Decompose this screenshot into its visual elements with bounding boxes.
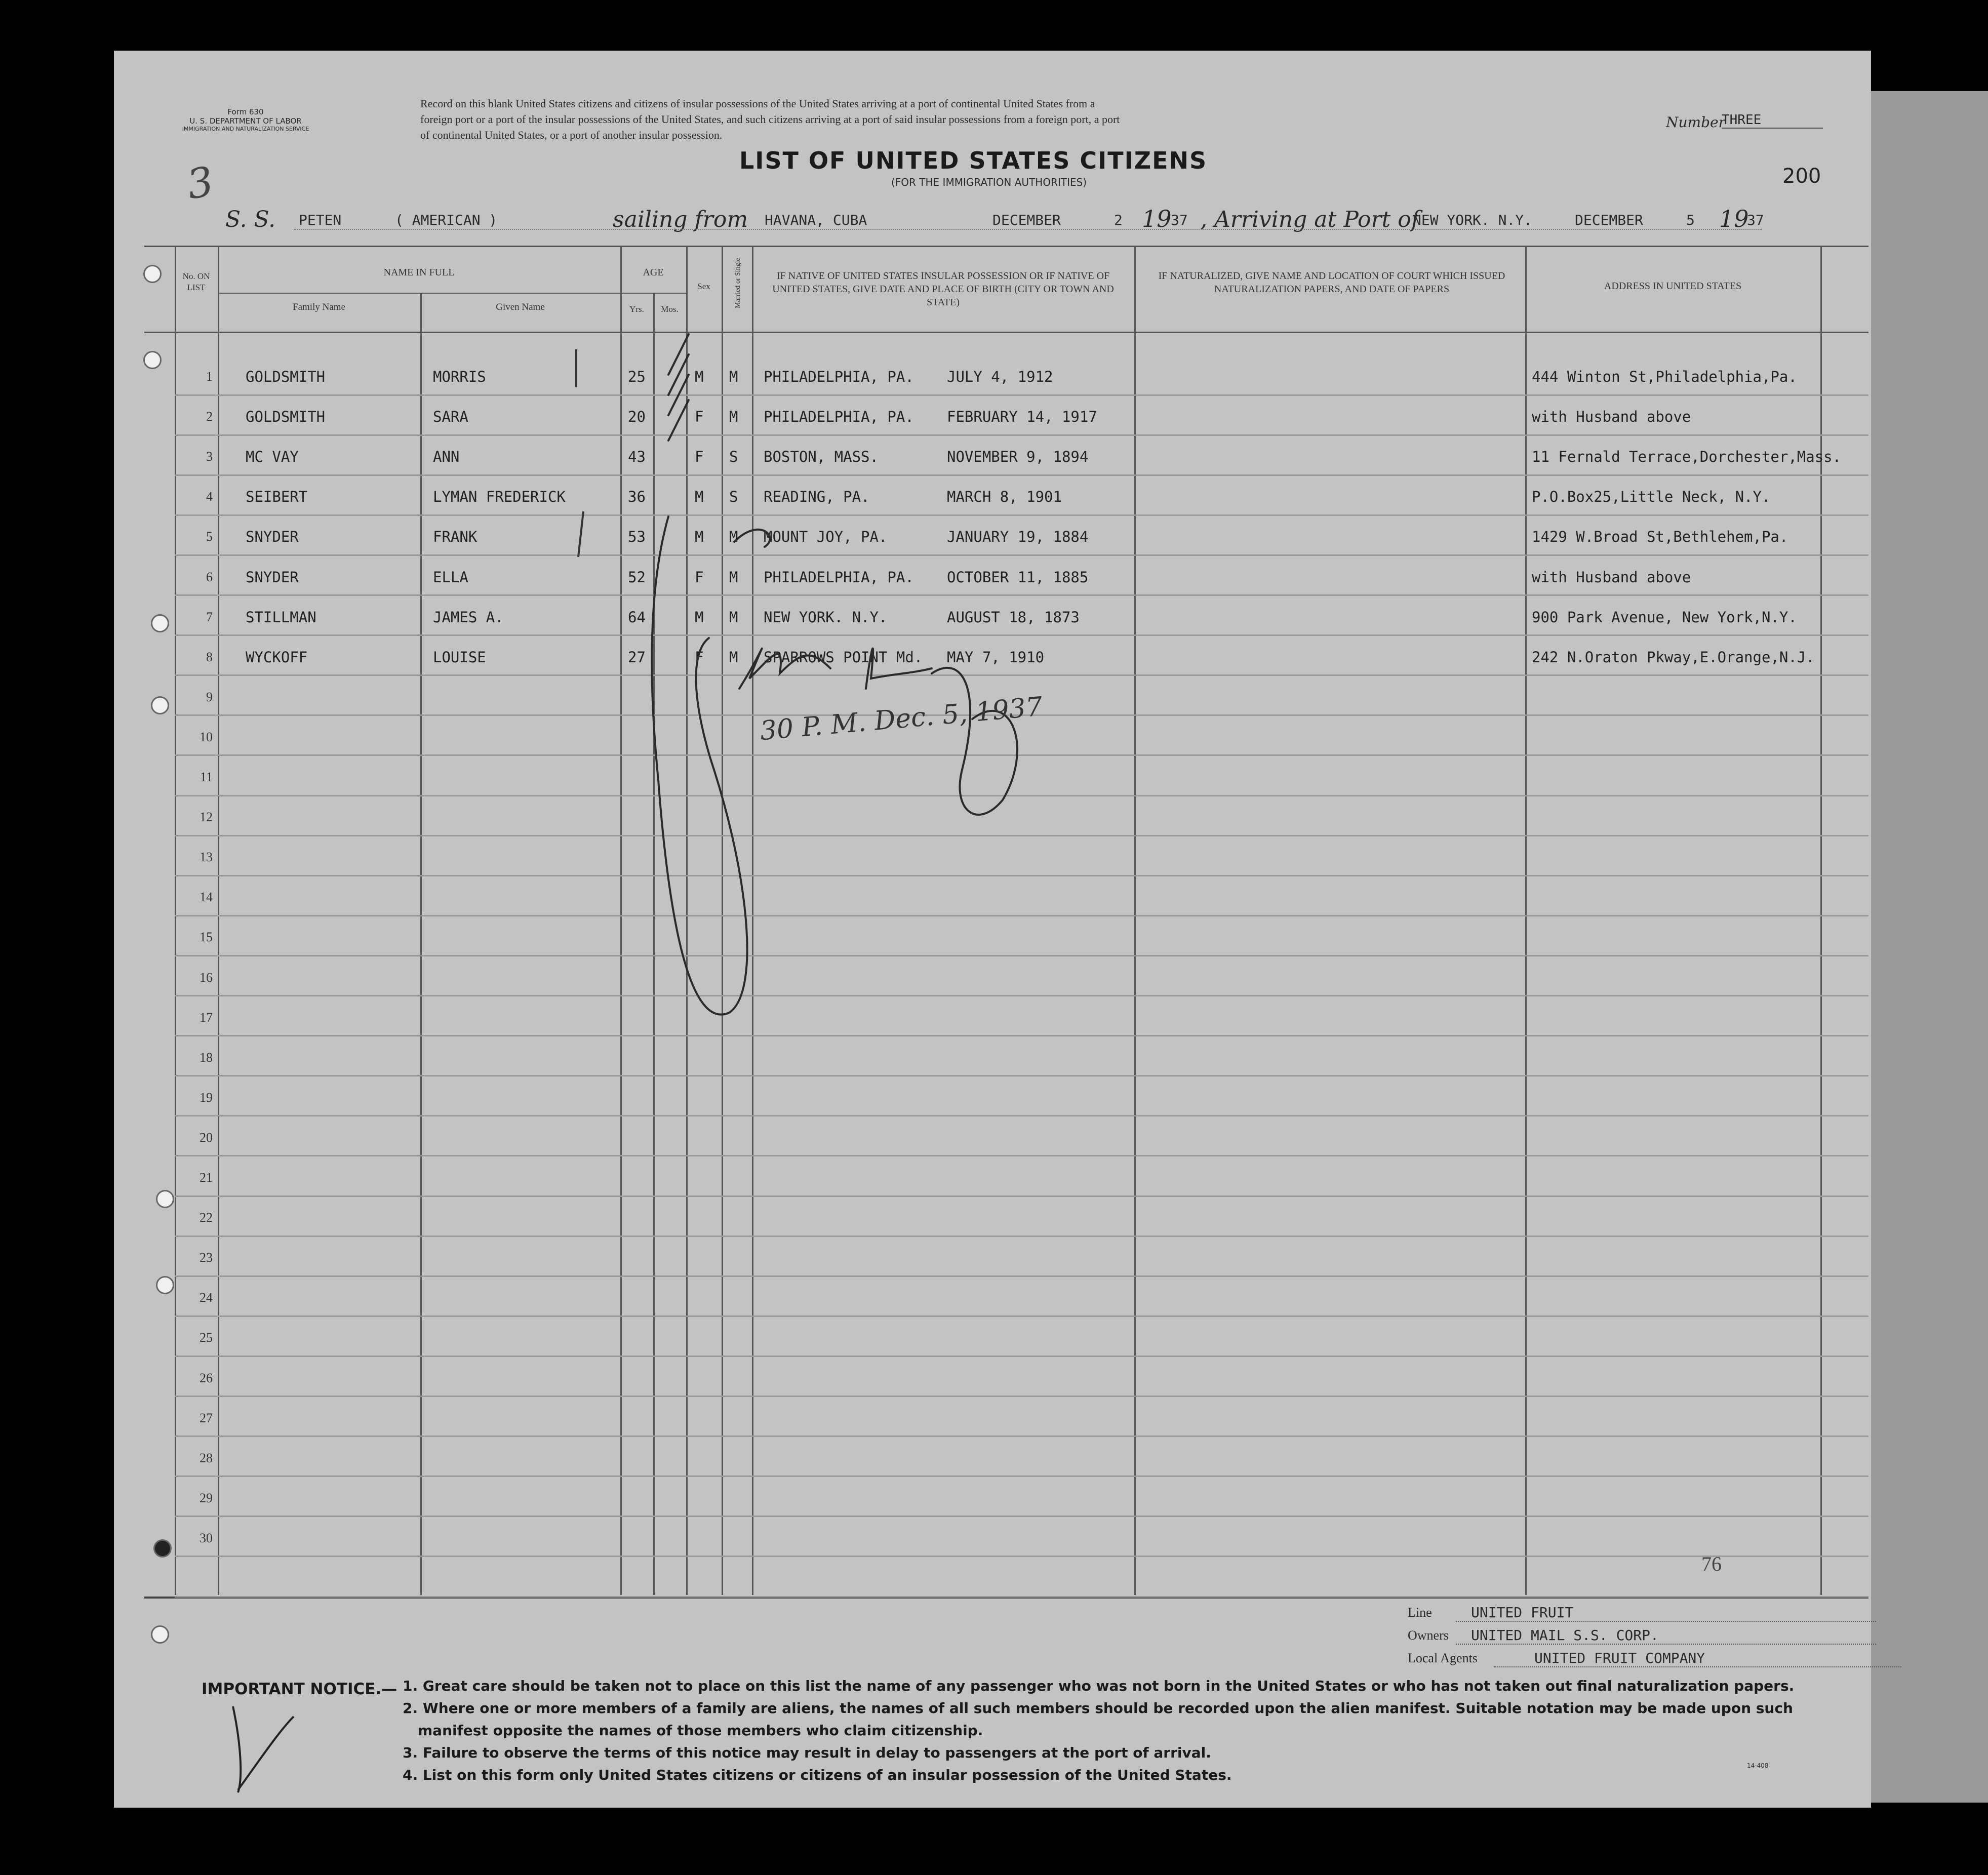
row-rule: [175, 1315, 1868, 1317]
row-number: 13: [200, 850, 213, 865]
header-given-name: Given Name: [496, 302, 545, 312]
number-value: THREE: [1722, 112, 1823, 129]
agents-value: UNITED FRUIT COMPANY: [1494, 1650, 1901, 1667]
row-number: 25: [200, 1330, 213, 1345]
age-years: 20: [628, 408, 646, 426]
punch-hole: [151, 1625, 169, 1644]
row-number: 2: [206, 409, 213, 424]
row-number: 10: [200, 729, 213, 744]
page-title: LIST OF UNITED STATES CITIZENS: [739, 147, 1208, 174]
birth-date: MAY 7, 1910: [947, 648, 1045, 666]
line-value: UNITED FRUIT: [1456, 1604, 1876, 1622]
row-number: 19: [200, 1090, 213, 1105]
birth-date: JULY 4, 1912: [947, 368, 1053, 385]
birth-date: AUGUST 18, 1873: [947, 608, 1080, 626]
age-years: 43: [628, 448, 646, 466]
punch-hole: [151, 696, 169, 714]
instruction-line: Record on this blank United States citizens and citizens of insular possessions of the United States arriving at a port of continental United States from a: [420, 97, 1095, 110]
ss-label: S. S.: [225, 207, 276, 232]
punch-hole: [156, 1276, 174, 1294]
given-name: SARA: [433, 408, 468, 426]
row-rule: [175, 1155, 1868, 1156]
birth-date: MARCH 8, 1901: [947, 488, 1062, 506]
row-rule: [175, 1355, 1868, 1357]
family-name: GOLDSMITH: [246, 368, 326, 385]
row-number: 4: [206, 489, 213, 504]
row-number: 17: [200, 1010, 213, 1025]
birth-place: SPARROWS POINT Md.: [764, 648, 923, 666]
birth-date: FEBRUARY 14, 1917: [947, 408, 1097, 426]
row-rule: [175, 1596, 1868, 1598]
col-rule: [620, 246, 622, 1595]
address: P.O.Box25,Little Neck, N.Y.: [1532, 488, 1771, 506]
row-rule: [175, 1395, 1868, 1397]
sex: M: [695, 608, 704, 626]
birth-place: PHILADELPHIA, PA.: [764, 568, 914, 586]
sex: F: [695, 448, 704, 466]
notice-heading: IMPORTANT NOTICE.—: [202, 1680, 397, 1698]
tick-marks: [572, 344, 613, 577]
ship-name: PETEN: [299, 212, 342, 228]
given-name: ANN: [433, 448, 460, 466]
punch-hole: [153, 1539, 172, 1558]
number-label: Number: [1666, 114, 1725, 131]
given-name: FRANK: [433, 528, 478, 546]
row-number: 8: [206, 649, 213, 664]
header-name: NAME IN FULL: [383, 267, 455, 278]
row-number: 28: [200, 1450, 213, 1465]
birth-date: OCTOBER 11, 1885: [947, 568, 1089, 586]
given-name: JAMES A.: [433, 608, 504, 626]
row-rule: [175, 1555, 1868, 1557]
given-name: MORRIS: [433, 368, 486, 385]
address: 242 N.Oraton Pkway,E.Orange,N.J.: [1532, 648, 1815, 666]
page-subtitle: (FOR THE IMMIGRATION AUTHORITIES): [891, 176, 1087, 188]
row-number: 29: [200, 1490, 213, 1505]
family-name: GOLDSMITH: [246, 408, 326, 426]
arrival-month: DECEMBER: [1575, 212, 1643, 228]
print-code: 14-408: [1747, 1762, 1769, 1769]
header-address: ADDRESS IN UNITED STATES: [1604, 281, 1742, 292]
departure-port: HAVANA, CUBA: [765, 212, 867, 228]
row-rule: [175, 1515, 1868, 1517]
departure-day: 2: [1114, 212, 1123, 228]
row-rule: [175, 1235, 1868, 1237]
punch-hole: [143, 351, 162, 369]
departure-month: DECEMBER: [992, 212, 1061, 228]
underlying-page: [1868, 91, 1988, 1803]
row-number: 15: [200, 930, 213, 945]
header-married: Married or Single: [734, 258, 742, 308]
col-rule: [420, 294, 422, 1595]
corner-number: 76: [1701, 1552, 1722, 1575]
age-years: 27: [628, 648, 646, 666]
header-birth: IF NATIVE OF UNITED STATES INSULAR POSSESSION OR IF NATIVE OF UNITED STATES, GIVE DATE AND PLACE OF BIRTH (CITY OR TOWN AND STATE): [772, 270, 1114, 308]
arrival-year: 37: [1747, 212, 1764, 228]
sex: M: [695, 368, 704, 385]
header-sex: Sex: [697, 282, 710, 291]
handwritten-mark: 3: [183, 157, 217, 209]
age-years: 36: [628, 488, 646, 506]
age-years: 52: [628, 568, 646, 586]
sex: F: [695, 648, 704, 666]
arrival-day: 5: [1686, 212, 1695, 228]
arrival-year-prefix: 19: [1719, 205, 1749, 232]
row-number: 5: [206, 529, 213, 544]
notice-list: [403, 1675, 1794, 1786]
row-number: 9: [206, 689, 213, 704]
col-rule: [175, 246, 176, 1595]
header-no: No. ON LIST: [182, 271, 210, 293]
family-name: WYCKOFF: [246, 648, 308, 666]
address: 11 Fernald Terrace,Dorchester,Mass.: [1532, 448, 1842, 466]
sex: F: [695, 408, 704, 426]
given-name: LYMAN FREDERICK: [433, 488, 566, 506]
row-number: 27: [200, 1410, 213, 1425]
row-rule: [175, 1195, 1868, 1197]
row-number: 3: [206, 449, 213, 464]
row-number: 1: [206, 369, 213, 384]
row-number: 22: [200, 1210, 213, 1225]
marital-status: M: [729, 608, 738, 626]
agents-label: Local Agents: [1408, 1651, 1478, 1665]
row-number: 12: [200, 810, 213, 825]
row-number: 26: [200, 1370, 213, 1385]
punch-hole: [156, 1190, 174, 1208]
marital-status: S: [729, 448, 738, 466]
instruction-line: of continental United States, or a port of another insular possession.: [420, 128, 723, 141]
birth-place: READING, PA.: [764, 488, 870, 506]
header-yrs: Yrs.: [629, 304, 644, 314]
notice-checkmark: [223, 1701, 299, 1798]
header-mos: Mos.: [661, 304, 679, 314]
notice-item: 4. List on this form only United States citizens or citizens of an insular possession of the United States.: [403, 1767, 1232, 1783]
family-name: STILLMAN: [246, 608, 316, 626]
birth-place: MOUNT JOY, PA.: [764, 528, 888, 546]
row-number: 23: [200, 1250, 213, 1265]
departure-year: 37: [1171, 212, 1188, 228]
owners-label: Owners: [1408, 1628, 1449, 1643]
header-age: AGE: [643, 267, 664, 278]
marital-status: M: [729, 568, 738, 586]
arrival-port: NEW YORK. N.Y.: [1413, 212, 1533, 228]
notice-item: 3. Failure to observe the terms of this notice may result in delay to passengers at the port of arrival.: [403, 1744, 1211, 1761]
official-signature: [648, 324, 1180, 1033]
punch-hole: [151, 614, 169, 632]
marital-status: S: [729, 488, 738, 506]
row-rule: [175, 1435, 1868, 1437]
departure-year-prefix: 19: [1142, 205, 1172, 232]
marital-status: M: [729, 648, 738, 666]
age-years: 53: [628, 528, 646, 546]
row-number: 14: [200, 890, 213, 905]
row-number: 11: [200, 770, 213, 784]
row-number: 24: [200, 1290, 213, 1305]
given-name: LOUISE: [433, 648, 486, 666]
address: with Husband above: [1532, 408, 1691, 426]
family-name: SNYDER: [246, 528, 299, 546]
age-years: 64: [628, 608, 646, 626]
voyage-underline: [294, 229, 1762, 230]
birth-place: PHILADELPHIA, PA.: [764, 408, 914, 426]
ship-flag: ( AMERICAN ): [395, 212, 498, 228]
family-name: SNYDER: [246, 568, 299, 586]
birth-place: PHILADELPHIA, PA.: [764, 368, 914, 385]
line-label: Line: [1408, 1605, 1432, 1620]
signature-annotation: 30 P. M. Dec. 5, 1937: [759, 691, 1044, 747]
sex: M: [695, 528, 704, 546]
row-rule: [175, 1275, 1868, 1277]
instructions: [420, 96, 1120, 143]
birth-date: JANUARY 19, 1884: [947, 528, 1089, 546]
notice-item: manifest opposite the names of those members who claim citizenship.: [418, 1722, 983, 1739]
punch-hole: [143, 265, 162, 283]
age-years: 25: [628, 368, 646, 385]
header-family-name: Family Name: [293, 302, 345, 312]
row-rule: [175, 1035, 1868, 1036]
row-number: 21: [200, 1170, 213, 1185]
arriving-label: , Arriving at Port of: [1200, 207, 1419, 232]
header-naturalized: IF NATURALIZED, GIVE NAME AND LOCATION OF COURT WHICH ISSUED NATURALIZATION PAPERS, AND DATE OF PAPERS: [1158, 270, 1505, 295]
family-name: MC VAY: [246, 448, 299, 466]
marital-status: M: [729, 528, 738, 546]
sex: F: [695, 568, 704, 586]
address: 444 Winton St,Philadelphia,Pa.: [1532, 368, 1797, 385]
department: U. S. DEPARTMENT OF LABOR: [189, 116, 302, 126]
family-name: SEIBERT: [246, 488, 308, 506]
birth-date: NOVEMBER 9, 1894: [947, 448, 1089, 466]
col-rule: [1525, 246, 1527, 1595]
sailing-label: sailing from: [613, 207, 748, 232]
instruction-line: foreign port or a port of the insular possessions of the United States, and such citizens arriving at a port of said insular possessions from a foreign port, a port: [420, 112, 1120, 126]
given-name: ELLA: [433, 568, 468, 586]
notice-item: 2. Where one or more members of a family are aliens, the names of all such members should be recorded upon the alien manifest. Suitable notation may be made upon such: [403, 1700, 1793, 1717]
row-number: 18: [200, 1050, 213, 1065]
row-number: 20: [200, 1130, 213, 1145]
row-number: 6: [206, 569, 213, 584]
form-number: Form 630: [227, 107, 264, 116]
row-number: 30: [200, 1530, 213, 1545]
notice-item: 1. Great care should be taken not to place on this list the name of any passenger who was not born in the United States or who has not taken out final naturalization papers.: [403, 1678, 1795, 1694]
row-rule: [175, 1475, 1868, 1477]
name-subrule: [218, 293, 620, 294]
form-id-block: [180, 107, 311, 132]
row-rule: [175, 1115, 1868, 1116]
row-rule: [175, 1075, 1868, 1076]
owners-value: UNITED MAIL S.S. CORP.: [1456, 1627, 1876, 1645]
address: 1429 W.Broad St,Bethlehem,Pa.: [1532, 528, 1788, 546]
address: with Husband above: [1532, 568, 1691, 586]
marital-status: M: [729, 368, 738, 385]
row-number: 16: [200, 970, 213, 985]
col-rule: [218, 246, 219, 1595]
marital-status: M: [729, 408, 738, 426]
sex: M: [695, 488, 704, 506]
page-number: 200: [1782, 165, 1821, 188]
row-number: 7: [206, 609, 213, 624]
address: 900 Park Avenue, New York,N.Y.: [1532, 608, 1797, 626]
service: IMMIGRATION AND NATURALIZATION SERVICE: [182, 126, 309, 132]
birth-place: NEW YORK. N.Y.: [764, 608, 888, 626]
birth-place: BOSTON, MASS.: [764, 448, 879, 466]
age-subrule: [620, 293, 686, 294]
